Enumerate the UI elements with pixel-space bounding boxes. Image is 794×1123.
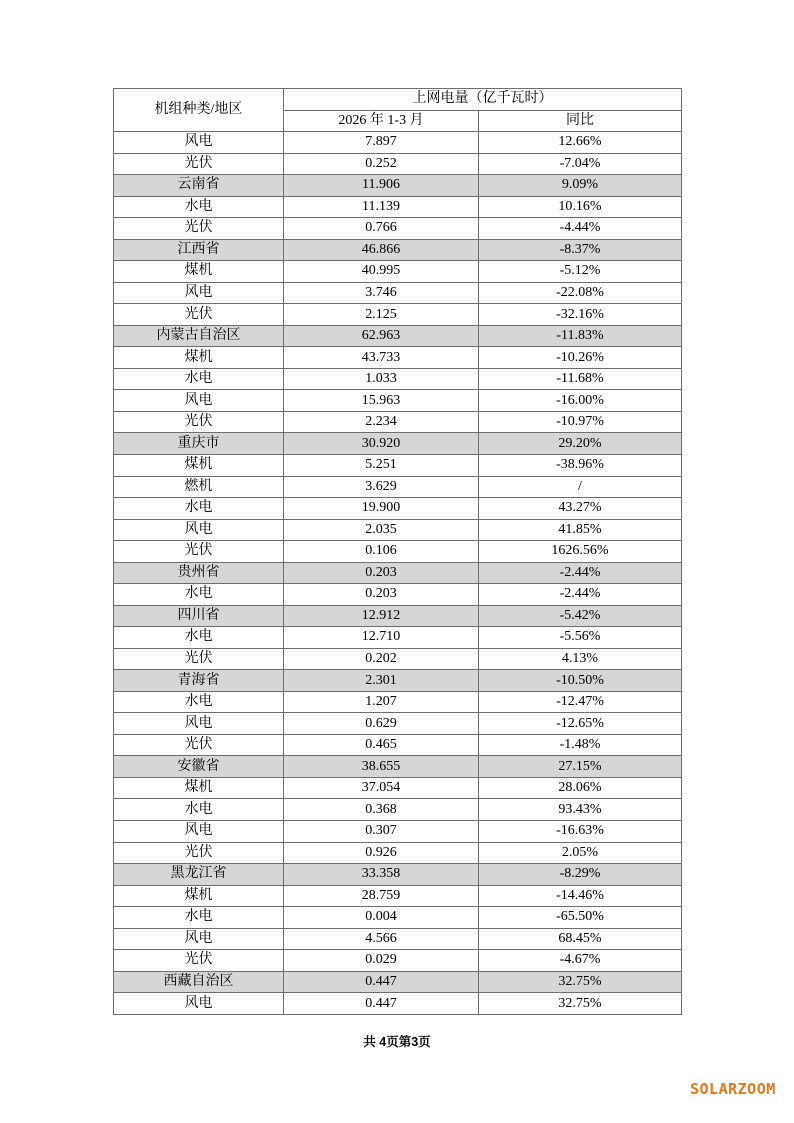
row-yoy: -38.96%	[479, 454, 682, 476]
row-yoy: -4.44%	[479, 218, 682, 240]
row-yoy: 28.06%	[479, 777, 682, 799]
row-value: 0.029	[284, 950, 479, 972]
row-label: 风电	[114, 519, 284, 541]
table-row	[114, 734, 682, 756]
row-value: 12.710	[284, 627, 479, 649]
table-row	[114, 777, 682, 799]
header-cell-yoy: 同比	[479, 110, 682, 132]
row-value: 2.035	[284, 519, 479, 541]
row-yoy: 32.75%	[479, 993, 682, 1015]
row-value: 0.004	[284, 907, 479, 929]
row-value: 5.251	[284, 454, 479, 476]
row-label: 西藏自治区	[114, 971, 284, 993]
row-value: 2.125	[284, 304, 479, 326]
row-label: 贵州省	[114, 562, 284, 584]
table-header	[114, 89, 682, 132]
table-row	[114, 885, 682, 907]
row-yoy: 29.20%	[479, 433, 682, 455]
table-row	[114, 950, 682, 972]
row-yoy: 4.13%	[479, 648, 682, 670]
row-value: 12.912	[284, 605, 479, 627]
table-row	[114, 971, 682, 993]
header-cell-period: 2026 年 1-3 月	[284, 110, 479, 132]
page-number-footer: 共 4页第3页	[363, 1035, 431, 1049]
row-yoy: -5.12%	[479, 261, 682, 283]
row-value: 28.759	[284, 885, 479, 907]
table-row	[114, 196, 682, 218]
header-cell-type-region: 机组种类/地区	[114, 89, 284, 132]
header-row-1	[114, 89, 682, 111]
row-label: 煤机	[114, 261, 284, 283]
row-label: 煤机	[114, 347, 284, 369]
row-value: 4.566	[284, 928, 479, 950]
row-value: 46.866	[284, 239, 479, 261]
table-row	[114, 239, 682, 261]
row-yoy: /	[479, 476, 682, 498]
row-label: 光伏	[114, 842, 284, 864]
table-row	[114, 799, 682, 821]
row-yoy: 68.45%	[479, 928, 682, 950]
row-value: 0.202	[284, 648, 479, 670]
table-row	[114, 928, 682, 950]
row-yoy: -11.68%	[479, 368, 682, 390]
row-value: 37.054	[284, 777, 479, 799]
row-yoy: -22.08%	[479, 282, 682, 304]
row-label: 光伏	[114, 541, 284, 563]
row-label: 风电	[114, 928, 284, 950]
row-yoy: 1626.56%	[479, 541, 682, 563]
row-label: 煤机	[114, 454, 284, 476]
row-label: 四川省	[114, 605, 284, 627]
table-row	[114, 713, 682, 735]
table-row	[114, 907, 682, 929]
table-row	[114, 476, 682, 498]
row-yoy: -32.16%	[479, 304, 682, 326]
row-yoy: -14.46%	[479, 885, 682, 907]
row-label: 水电	[114, 907, 284, 929]
row-yoy: 41.85%	[479, 519, 682, 541]
table-body	[114, 132, 682, 1015]
table-row	[114, 648, 682, 670]
row-yoy: 27.15%	[479, 756, 682, 778]
table-row	[114, 325, 682, 347]
row-value: 0.926	[284, 842, 479, 864]
table-row	[114, 347, 682, 369]
row-value: 11.139	[284, 196, 479, 218]
row-label: 黑龙江省	[114, 864, 284, 886]
row-value: 43.733	[284, 347, 479, 369]
row-yoy: -10.26%	[479, 347, 682, 369]
row-value: 0.106	[284, 541, 479, 563]
row-value: 1.033	[284, 368, 479, 390]
table-row	[114, 368, 682, 390]
row-label: 青海省	[114, 670, 284, 692]
row-value: 0.465	[284, 734, 479, 756]
row-yoy: -8.29%	[479, 864, 682, 886]
table-row	[114, 605, 682, 627]
row-label: 水电	[114, 584, 284, 606]
table-row	[114, 261, 682, 283]
row-label: 水电	[114, 368, 284, 390]
table-row	[114, 411, 682, 433]
row-yoy: 12.66%	[479, 132, 682, 154]
row-label: 云南省	[114, 175, 284, 197]
header-cell-group-title: 上网电量（亿千瓦时）	[284, 89, 682, 111]
row-value: 15.963	[284, 390, 479, 412]
row-label: 风电	[114, 713, 284, 735]
row-value: 19.900	[284, 498, 479, 520]
row-yoy: -5.56%	[479, 627, 682, 649]
row-value: 0.447	[284, 971, 479, 993]
table-row	[114, 433, 682, 455]
row-yoy: -12.47%	[479, 691, 682, 713]
row-value: 0.368	[284, 799, 479, 821]
table-row	[114, 562, 682, 584]
row-label: 煤机	[114, 777, 284, 799]
row-label: 光伏	[114, 411, 284, 433]
table-row	[114, 390, 682, 412]
row-label: 光伏	[114, 950, 284, 972]
row-label: 煤机	[114, 885, 284, 907]
row-yoy: -1.48%	[479, 734, 682, 756]
table-row	[114, 756, 682, 778]
row-label: 水电	[114, 627, 284, 649]
row-yoy: -11.83%	[479, 325, 682, 347]
row-value: 11.906	[284, 175, 479, 197]
row-yoy: -5.42%	[479, 605, 682, 627]
row-yoy: -65.50%	[479, 907, 682, 929]
row-label: 燃机	[114, 476, 284, 498]
table-row	[114, 282, 682, 304]
row-yoy: -2.44%	[479, 562, 682, 584]
row-yoy: -8.37%	[479, 239, 682, 261]
table-row	[114, 498, 682, 520]
generation-data-table	[113, 88, 682, 1015]
row-yoy: -16.00%	[479, 390, 682, 412]
row-label: 水电	[114, 691, 284, 713]
table-row	[114, 691, 682, 713]
table-row	[114, 218, 682, 240]
row-label: 水电	[114, 799, 284, 821]
table-row	[114, 454, 682, 476]
row-value: 7.897	[284, 132, 479, 154]
row-label: 光伏	[114, 734, 284, 756]
row-yoy: -12.65%	[479, 713, 682, 735]
table-row	[114, 175, 682, 197]
row-value: 38.655	[284, 756, 479, 778]
row-yoy: -4.67%	[479, 950, 682, 972]
row-label: 内蒙古自治区	[114, 325, 284, 347]
row-value: 0.447	[284, 993, 479, 1015]
row-value: 0.203	[284, 562, 479, 584]
table-row	[114, 670, 682, 692]
row-yoy: -7.04%	[479, 153, 682, 175]
table-row	[114, 519, 682, 541]
table-row	[114, 541, 682, 563]
row-label: 安徽省	[114, 756, 284, 778]
row-value: 0.629	[284, 713, 479, 735]
row-label: 光伏	[114, 304, 284, 326]
row-label: 风电	[114, 282, 284, 304]
row-yoy: -10.97%	[479, 411, 682, 433]
row-label: 风电	[114, 132, 284, 154]
row-yoy: 9.09%	[479, 175, 682, 197]
row-label: 风电	[114, 390, 284, 412]
row-label: 重庆市	[114, 433, 284, 455]
row-value: 0.307	[284, 821, 479, 843]
row-value: 33.358	[284, 864, 479, 886]
row-label: 水电	[114, 196, 284, 218]
row-yoy: 32.75%	[479, 971, 682, 993]
row-value: 62.963	[284, 325, 479, 347]
row-yoy: 43.27%	[479, 498, 682, 520]
row-value: 30.920	[284, 433, 479, 455]
row-value: 3.746	[284, 282, 479, 304]
row-value: 2.301	[284, 670, 479, 692]
row-yoy: 10.16%	[479, 196, 682, 218]
row-value: 40.995	[284, 261, 479, 283]
row-label: 水电	[114, 498, 284, 520]
generation-data-table-container	[113, 88, 682, 1015]
solarzoom-watermark: SOLARZOOM	[690, 1080, 776, 1098]
row-yoy: -10.50%	[479, 670, 682, 692]
row-label: 风电	[114, 993, 284, 1015]
table-row	[114, 821, 682, 843]
table-row	[114, 304, 682, 326]
row-value: 2.234	[284, 411, 479, 433]
table-row	[114, 993, 682, 1015]
table-row	[114, 132, 682, 154]
row-label: 风电	[114, 821, 284, 843]
row-yoy: -16.63%	[479, 821, 682, 843]
row-yoy: 93.43%	[479, 799, 682, 821]
table-row	[114, 584, 682, 606]
row-value: 3.629	[284, 476, 479, 498]
row-label: 光伏	[114, 153, 284, 175]
row-yoy: 2.05%	[479, 842, 682, 864]
table-row	[114, 627, 682, 649]
row-label: 光伏	[114, 218, 284, 240]
table-row	[114, 842, 682, 864]
row-value: 0.766	[284, 218, 479, 240]
table-row	[114, 864, 682, 886]
row-value: 0.252	[284, 153, 479, 175]
row-label: 光伏	[114, 648, 284, 670]
table-row	[114, 153, 682, 175]
row-value: 0.203	[284, 584, 479, 606]
row-yoy: -2.44%	[479, 584, 682, 606]
row-value: 1.207	[284, 691, 479, 713]
row-label: 江西省	[114, 239, 284, 261]
